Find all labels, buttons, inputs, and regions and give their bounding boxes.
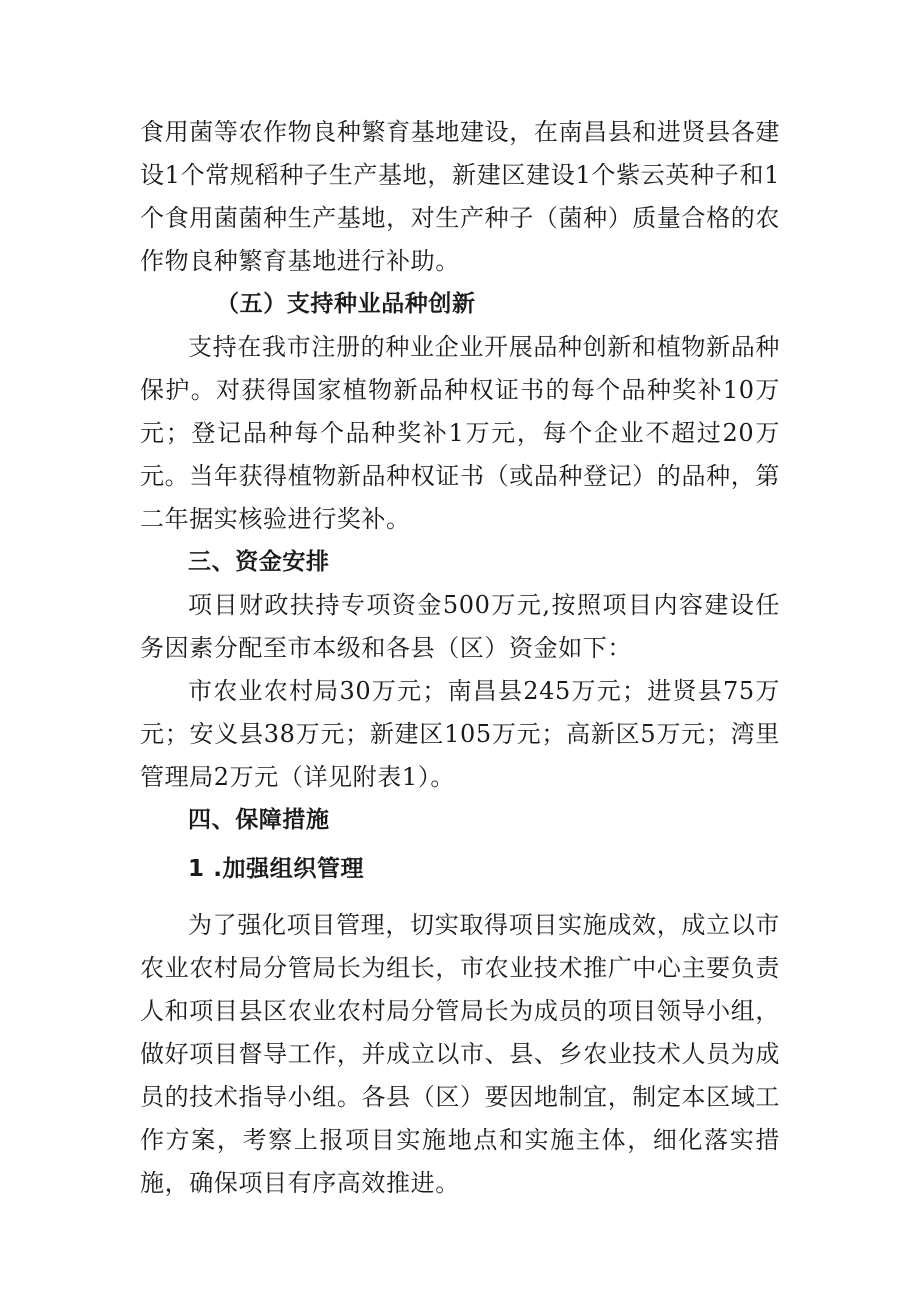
paragraph-funding-2: 市农业农村局30万元；南昌县245万元；进贤县75万元；安义县38万元；新建区105万元；高新区5万元；湾里管理局2万元（详见附表1）。 (140, 677, 780, 791)
paragraph-section-5: 支持在我市注册的种业企业开展品种创新和植物新品种保护。对获得国家植物新品种权证书的每个品种奖补10万元；登记品种每个品种奖补1万元，每个企业不超过20万元。当年获得植物新品种权证书（或品种登记）的品种，第二年据实核验进行奖补。 (140, 333, 780, 533)
document-page (140, 111, 780, 1205)
heading-measures: 四、保障措施 (188, 807, 330, 833)
heading-funding: 三、资金安排 (188, 549, 330, 575)
heading-measure-1: 1 .加强组织管理 (188, 856, 365, 882)
heading-section-5: （五）支持种业品种创新 (216, 291, 476, 317)
paragraph-funding-1: 项目财政扶持专项资金500万元,按照项目内容建设任务因素分配至市本级和各县（区）资金如下： (140, 591, 780, 662)
paragraph-measure-1: 为了强化项目管理，切实取得项目实施成效，成立以市农业农村局分管局长为组长，市农业技术推广中心主要负责人和项目县区农业农村局分管局长为成员的项目领导小组，做好项目督导工作，并成立以市、县、乡农业技术人员为成员的技术指导小组。各县（区）要因地制宜，制定本区域工作方案，考察上报项目实施地点和实施主体，细化落实措施，确保项目有序高效推进。 (140, 911, 780, 1197)
paragraph-continued: 食用菌等农作物良种繁育基地建设，在南昌县和进贤县各建设1个常规稻种子生产基地，新建区建设1个紫云英种子和1个食用菌菌种生产基地，对生产种子（菌种）质量合格的农作物良种繁育基地进行补助。 (140, 118, 780, 275)
